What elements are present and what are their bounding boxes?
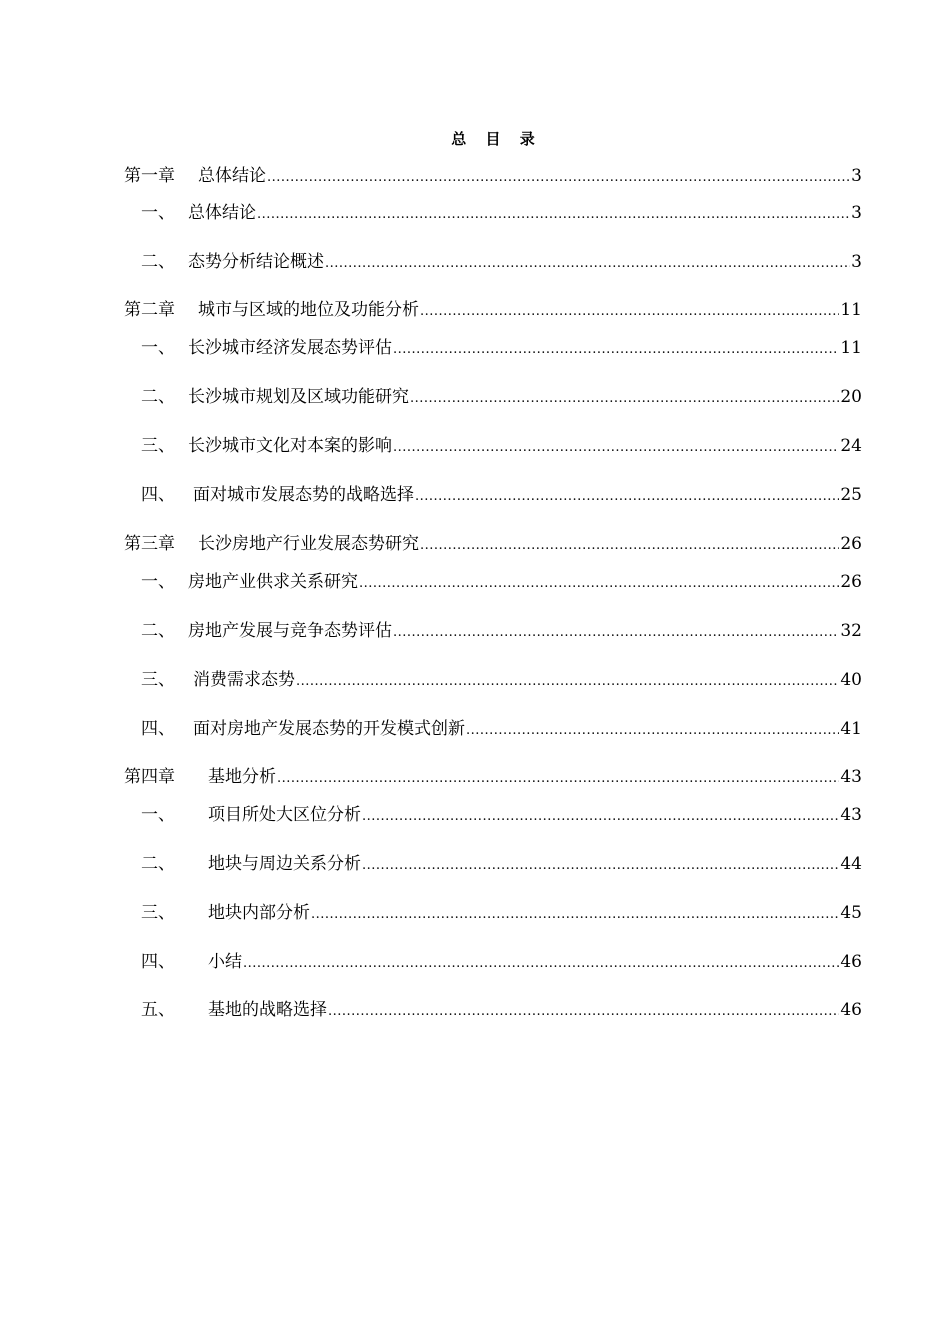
toc-entry-number: 二、 (141, 621, 175, 641)
toc-entry-label: 城市与区域的地位及功能分析 (198, 300, 419, 320)
toc-title: 总 目 录 (451, 130, 535, 148)
toc-dot-leader (393, 621, 839, 645)
toc-entry-number: 第二章 (124, 300, 175, 320)
toc-entry-number: 一、 (141, 572, 175, 592)
toc-entry-label: 长沙城市规划及区域功能研究 (188, 387, 409, 407)
toc-entry-label: 面对房地产发展态势的开发模式创新 (193, 719, 465, 739)
toc-entry-section[interactable] (141, 570, 862, 594)
toc-entry-chapter[interactable] (124, 765, 862, 789)
toc-dot-leader (277, 767, 839, 791)
toc-entry-number: 第四章 (124, 767, 175, 787)
toc-entry-page: 3 (851, 252, 862, 272)
toc-entry-section[interactable] (141, 385, 862, 409)
toc-entry-page: 26 (840, 572, 862, 592)
toc-entry-page: 3 (851, 166, 862, 186)
toc-dot-leader (257, 203, 850, 227)
toc-entry-number: 四、 (141, 719, 175, 739)
toc-dot-leader (415, 485, 839, 509)
toc-entry-section[interactable] (141, 803, 862, 827)
toc-dot-leader (420, 300, 839, 324)
toc-entry-number: 三、 (141, 903, 175, 923)
toc-entry-label: 面对城市发展态势的战略选择 (193, 485, 414, 505)
toc-entry-number: 五、 (141, 1000, 175, 1020)
toc-dot-leader (466, 719, 839, 743)
toc-entry-section[interactable] (141, 483, 862, 507)
toc-entry-number: 一、 (141, 805, 175, 825)
toc-entry-section[interactable] (141, 250, 862, 274)
toc-entry-label: 房地产发展与竞争态势评估 (188, 621, 392, 641)
toc-entry-number: 第一章 (124, 166, 175, 186)
toc-entry-number: 二、 (141, 252, 175, 272)
toc-entry-section[interactable] (141, 998, 862, 1022)
toc-entry-page: 32 (840, 621, 862, 641)
toc-entry-number: 二、 (141, 854, 175, 874)
toc-entry-label: 长沙房地产行业发展态势研究 (198, 534, 419, 554)
toc-entry-page: 43 (840, 767, 862, 787)
toc-dot-leader (325, 252, 850, 276)
toc-entry-page: 41 (840, 719, 862, 739)
toc-entry-chapter[interactable] (124, 298, 862, 322)
toc-entry-label: 房地产业供求关系研究 (188, 572, 358, 592)
toc-entry-number: 一、 (141, 338, 175, 358)
toc-entry-label: 消费需求态势 (193, 670, 295, 690)
toc-entry-label: 总体结论 (188, 203, 256, 223)
toc-entry-section[interactable] (141, 717, 862, 741)
toc-entry-label: 地块与周边关系分析 (208, 854, 361, 874)
toc-entry-page: 20 (840, 387, 862, 407)
toc-entry-chapter[interactable] (124, 532, 862, 556)
toc-entry-page: 26 (840, 534, 862, 554)
toc-dot-leader (362, 854, 839, 878)
toc-dot-leader (296, 670, 839, 694)
toc-entry-number: 三、 (141, 436, 175, 456)
toc-entry-number: 二、 (141, 387, 175, 407)
toc-entry-page: 46 (840, 1000, 862, 1020)
toc-entry-label: 小结 (208, 952, 242, 972)
toc-entry-chapter[interactable] (124, 164, 862, 188)
toc-entry-page: 11 (840, 338, 862, 358)
toc-entry-section[interactable] (141, 434, 862, 458)
toc-entry-section[interactable] (141, 668, 862, 692)
toc-entry-number: 四、 (141, 485, 175, 505)
toc-dot-leader (328, 1000, 839, 1024)
toc-entry-number: 四、 (141, 952, 175, 972)
toc-entry-label: 态势分析结论概述 (188, 252, 324, 272)
toc-dot-leader (420, 534, 839, 558)
toc-dot-leader (362, 805, 839, 829)
toc-dot-leader (393, 338, 839, 362)
toc-entry-page: 43 (840, 805, 862, 825)
toc-dot-leader (359, 572, 839, 596)
toc-entry-page: 3 (851, 203, 862, 223)
toc-entry-page: 40 (840, 670, 862, 690)
toc-entry-label: 总体结论 (198, 166, 266, 186)
toc-dot-leader (267, 166, 850, 190)
toc-entry-label: 基地的战略选择 (208, 1000, 327, 1020)
toc-entry-section[interactable] (141, 619, 862, 643)
toc-entry-number: 第三章 (124, 534, 175, 554)
toc-entry-page: 44 (840, 854, 862, 874)
toc-entry-label: 基地分析 (208, 767, 276, 787)
toc-entry-section[interactable] (141, 852, 862, 876)
toc-entry-page: 46 (840, 952, 862, 972)
toc-entry-page: 11 (840, 300, 862, 320)
toc-entry-section[interactable] (141, 901, 862, 925)
toc-entry-label: 地块内部分析 (208, 903, 310, 923)
toc-dot-leader (311, 903, 839, 927)
toc-entry-number: 一、 (141, 203, 175, 223)
toc-entry-section[interactable] (141, 950, 862, 974)
toc-entry-number: 三、 (141, 670, 175, 690)
toc-dot-leader (393, 436, 839, 460)
toc-entry-section[interactable] (141, 336, 862, 360)
toc-entry-page: 45 (840, 903, 862, 923)
toc-entry-page: 24 (840, 436, 862, 456)
toc-dot-leader (410, 387, 839, 411)
toc-entry-label: 项目所处大区位分析 (208, 805, 361, 825)
toc-entry-label: 长沙城市文化对本案的影响 (188, 436, 392, 456)
toc-entry-section[interactable] (141, 201, 862, 225)
toc-entry-page: 25 (840, 485, 862, 505)
toc-dot-leader (243, 952, 839, 976)
toc-entry-label: 长沙城市经济发展态势评估 (188, 338, 392, 358)
